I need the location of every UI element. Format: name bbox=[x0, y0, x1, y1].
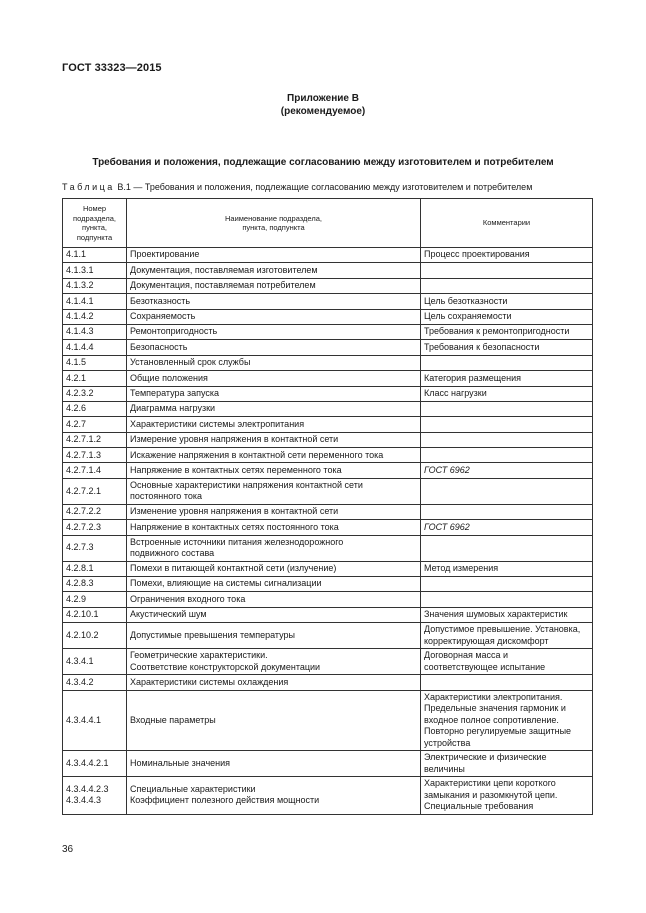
cell-text-line: Измерение уровня напряжения в контактной сети bbox=[130, 434, 339, 445]
cell-text-line: 4.2.7 bbox=[66, 418, 87, 429]
row-number-cell bbox=[63, 690, 127, 751]
row-name-cell bbox=[127, 278, 421, 293]
cell-text-line: Коэффициент полезного действия мощности bbox=[130, 795, 320, 806]
cell-text-line: 4.3.4.1 bbox=[66, 655, 94, 666]
table-header-row bbox=[63, 199, 593, 248]
column-header-line: Номер bbox=[82, 204, 107, 213]
cell-text-line: Требования к ремонтопригодности bbox=[424, 326, 570, 337]
row-number-cell bbox=[63, 561, 127, 576]
cell-text-line: 4.3.4.2 bbox=[66, 676, 94, 687]
cell-text-line: 4.2.9 bbox=[66, 593, 87, 604]
table-row bbox=[63, 324, 593, 339]
row-number-cell bbox=[63, 248, 127, 263]
row-comment-cell bbox=[421, 675, 593, 690]
column-header-line: пункта, подпункта bbox=[242, 223, 305, 232]
table-row bbox=[63, 340, 593, 355]
row-comment-cell bbox=[421, 561, 593, 576]
row-comment-cell bbox=[421, 607, 593, 622]
row-number-cell bbox=[63, 294, 127, 309]
row-name-cell bbox=[127, 520, 421, 535]
row-name-cell bbox=[127, 448, 421, 463]
table-row bbox=[63, 309, 593, 324]
standard-id: ГОСТ 33323—2015 bbox=[62, 62, 162, 74]
row-comment-cell bbox=[421, 448, 593, 463]
table-row bbox=[63, 623, 593, 649]
row-number-cell bbox=[63, 504, 127, 519]
cell-text-line: 4.2.7.2.1 bbox=[66, 485, 102, 496]
column-header-name bbox=[127, 199, 421, 248]
cell-text-line: Метод измерения bbox=[424, 563, 499, 574]
row-comment-cell bbox=[421, 278, 593, 293]
cell-text-line: 4.2.6 bbox=[66, 403, 87, 414]
cell-text-line: 4.1.4.2 bbox=[66, 311, 94, 321]
column-header-line: пункта, bbox=[82, 223, 107, 232]
row-number-cell bbox=[63, 520, 127, 535]
row-comment-cell bbox=[421, 355, 593, 370]
row-comment-cell bbox=[421, 690, 593, 751]
cell-text-line: 4.2.1 bbox=[66, 372, 87, 383]
cell-text-line: Ограничения входного тока bbox=[130, 593, 246, 604]
cell-text-line: Специальные характеристики bbox=[130, 783, 256, 794]
row-name-cell bbox=[127, 432, 421, 447]
row-name-cell bbox=[127, 324, 421, 339]
table-row bbox=[63, 386, 593, 401]
cell-text-line: Номинальные значения bbox=[130, 757, 231, 768]
cell-text-line: Документация, поставляемая изготовителем bbox=[130, 264, 318, 275]
row-name-cell bbox=[127, 577, 421, 592]
cell-text-line: 4.3.4.4.2.1 bbox=[66, 757, 109, 768]
page-number: 36 bbox=[62, 844, 74, 855]
cell-text-line: Предельные значения гармоник и bbox=[424, 703, 566, 714]
cell-text-line: 4.2.8.3 bbox=[66, 578, 94, 589]
table-row bbox=[63, 248, 593, 263]
table-row bbox=[63, 463, 593, 478]
row-number-cell bbox=[63, 623, 127, 649]
cell-text-line: Напряжение в контактных сетях постоянного тока bbox=[130, 521, 339, 532]
table-row bbox=[63, 649, 593, 675]
row-comment-cell bbox=[421, 751, 593, 777]
row-comment-cell bbox=[421, 401, 593, 416]
row-comment-cell bbox=[421, 463, 593, 478]
row-name-cell bbox=[127, 463, 421, 478]
cell-text-line: подвижного состава bbox=[130, 548, 215, 559]
table-row bbox=[63, 355, 593, 370]
row-comment-cell bbox=[421, 535, 593, 561]
table-row bbox=[63, 417, 593, 432]
cell-text-line: 4.1.4.1 bbox=[66, 295, 94, 306]
cell-text-line: замыкания и разомкнутой цепи. bbox=[424, 789, 558, 800]
table-caption-text: Требования и положения, подлежащие согласованию между изготовителем и потребителем bbox=[144, 182, 533, 192]
row-name-cell bbox=[127, 371, 421, 386]
cell-text-line: 4.2.7.2.2 bbox=[66, 506, 102, 517]
cell-text-line: Характеристики электропитания. bbox=[424, 691, 563, 702]
table-header bbox=[63, 199, 593, 248]
column-header-number bbox=[63, 199, 127, 248]
cell-text-line: Характеристики цепи короткого bbox=[424, 778, 556, 789]
cell-text-line: величины bbox=[424, 763, 465, 774]
row-name-cell bbox=[127, 309, 421, 324]
cell-text-line: 4.2.8.1 bbox=[66, 563, 94, 574]
cell-text-line: Допустимое превышение. Установка, bbox=[424, 624, 581, 635]
cell-text-line: 4.1.1 bbox=[66, 249, 87, 260]
row-number-cell bbox=[63, 463, 127, 478]
table-row bbox=[63, 561, 593, 576]
table-row bbox=[63, 448, 593, 463]
row-number-cell bbox=[63, 535, 127, 561]
cell-text-line: Проектирование bbox=[130, 249, 200, 260]
cell-text-line: входное полное сопротивление. bbox=[424, 714, 559, 725]
cell-text-line: 4.2.10.1 bbox=[66, 609, 99, 620]
row-number-cell bbox=[63, 432, 127, 447]
table-caption-prefix: Таблица bbox=[62, 182, 115, 192]
table-row bbox=[63, 371, 593, 386]
row-number-cell bbox=[63, 777, 127, 815]
cell-text-line: 4.3.4.4.1 bbox=[66, 714, 102, 725]
table-row bbox=[63, 278, 593, 293]
row-number-cell bbox=[63, 675, 127, 690]
row-name-cell bbox=[127, 294, 421, 309]
table-row bbox=[63, 577, 593, 592]
column-header-line: подпункта bbox=[76, 232, 113, 242]
row-comment-cell bbox=[421, 649, 593, 675]
row-number-cell bbox=[63, 417, 127, 432]
row-number-cell bbox=[63, 340, 127, 355]
cell-text-line: Безотказность bbox=[130, 295, 191, 306]
row-name-cell bbox=[127, 751, 421, 777]
column-header-line: подраздела, bbox=[73, 213, 116, 223]
cell-text-line: 4.2.7.1.3 bbox=[66, 449, 102, 460]
table-caption-number: В.1 — bbox=[117, 182, 143, 192]
cell-text-line: устройства bbox=[424, 737, 471, 748]
row-number-cell bbox=[63, 278, 127, 293]
row-comment-cell bbox=[421, 309, 593, 324]
row-number-cell bbox=[63, 478, 127, 504]
cell-text-line: Категория размещения bbox=[424, 372, 521, 383]
table-body bbox=[63, 248, 593, 815]
row-name-cell bbox=[127, 535, 421, 561]
row-number-cell bbox=[63, 649, 127, 675]
row-comment-cell bbox=[421, 577, 593, 592]
row-comment-cell bbox=[421, 592, 593, 607]
cell-text-line: Диаграмма нагрузки bbox=[130, 403, 216, 414]
row-name-cell bbox=[127, 561, 421, 576]
row-name-cell bbox=[127, 623, 421, 649]
appendix-heading bbox=[0, 92, 646, 118]
cell-text-line: Помехи в питающей контактной сети (излучение) bbox=[130, 563, 337, 574]
cell-text-line: Класс нагрузки bbox=[424, 387, 487, 398]
row-number-cell bbox=[63, 607, 127, 622]
row-name-cell bbox=[127, 417, 421, 432]
row-name-cell bbox=[127, 248, 421, 263]
table-row bbox=[63, 690, 593, 751]
cell-text-line: Помехи, влияющие на системы сигнализации bbox=[130, 578, 322, 589]
table-row bbox=[63, 263, 593, 278]
row-comment-cell bbox=[421, 478, 593, 504]
row-comment-cell bbox=[421, 417, 593, 432]
row-number-cell bbox=[63, 309, 127, 324]
cell-text-line: Повторно регулируемые защитные bbox=[424, 726, 572, 737]
table-row bbox=[63, 607, 593, 622]
table-row bbox=[63, 504, 593, 519]
cell-text-line: Установленный срок службы bbox=[130, 357, 251, 368]
cell-text-line: Геометрические характеристики. bbox=[130, 650, 268, 661]
cell-text-line: корректирующая дискомфорт bbox=[424, 635, 549, 646]
row-comment-cell bbox=[421, 263, 593, 278]
row-number-cell bbox=[63, 751, 127, 777]
cell-text-line: 4.2.7.1.2 bbox=[66, 434, 102, 445]
row-name-cell bbox=[127, 355, 421, 370]
row-number-cell bbox=[63, 263, 127, 278]
cell-text-line: Температура запуска bbox=[130, 387, 220, 398]
cell-text-line: Электрические и физические bbox=[424, 752, 547, 763]
cell-text-line: Значения шумовых характеристик bbox=[424, 609, 568, 620]
cell-text-line: ГОСТ 6962 bbox=[424, 464, 470, 475]
row-comment-cell bbox=[421, 777, 593, 815]
row-name-cell bbox=[127, 675, 421, 690]
cell-text-line: 4.1.4.4 bbox=[66, 341, 94, 352]
cell-text-line: Характеристики системы электропитания bbox=[130, 418, 305, 429]
row-number-cell bbox=[63, 371, 127, 386]
cell-text-line: Напряжение в контактных сетях переменного тока bbox=[130, 464, 342, 475]
row-comment-cell bbox=[421, 386, 593, 401]
row-comment-cell bbox=[421, 340, 593, 355]
cell-text-line: Встроенные источники питания железнодорожного bbox=[130, 536, 344, 547]
row-comment-cell bbox=[421, 371, 593, 386]
appendix-title: Приложение В bbox=[287, 93, 359, 104]
cell-text-line: 4.1.5 bbox=[66, 357, 87, 368]
cell-text-line: Ремонтопригодность bbox=[130, 326, 218, 337]
cell-text-line: 4.2.7.2.3 bbox=[66, 521, 102, 532]
cell-text-line: 4.3.4.4.3 bbox=[66, 795, 102, 806]
table-row bbox=[63, 478, 593, 504]
table-row bbox=[63, 535, 593, 561]
column-header-line: Комментарии bbox=[482, 218, 531, 228]
row-number-cell bbox=[63, 448, 127, 463]
cell-text-line: Документация, поставляемая потребителем bbox=[130, 280, 316, 291]
cell-text-line: Основные характеристики напряжения контактной сети bbox=[130, 479, 363, 490]
section-title: Требования и положения, подлежащие согласованию между изготовителем и потребителем bbox=[92, 157, 554, 168]
cell-text-line: 4.1.3.1 bbox=[66, 264, 94, 275]
cell-text-line: Соответствие конструкторской документации bbox=[130, 661, 321, 672]
cell-text-line: 4.1.4.3 bbox=[66, 326, 94, 337]
cell-text-line: постоянного тока bbox=[130, 491, 202, 502]
table-row bbox=[63, 592, 593, 607]
column-header-line: Наименование подраздела, bbox=[225, 213, 322, 223]
row-number-cell bbox=[63, 401, 127, 416]
cell-text-line: Сохраняемость bbox=[130, 311, 196, 321]
cell-text-line: Допустимые превышения температуры bbox=[130, 629, 296, 640]
cell-text-line: 4.2.3.2 bbox=[66, 387, 94, 398]
cell-text-line: Общие положения bbox=[130, 372, 208, 383]
row-name-cell bbox=[127, 478, 421, 504]
row-name-cell bbox=[127, 401, 421, 416]
requirements-table bbox=[62, 198, 593, 815]
row-name-cell bbox=[127, 263, 421, 278]
cell-text-line: 4.3.4.4.2.3 bbox=[66, 783, 109, 794]
cell-text-line: 4.2.7.3 bbox=[66, 542, 94, 553]
row-number-cell bbox=[63, 577, 127, 592]
table-row bbox=[63, 401, 593, 416]
row-comment-cell bbox=[421, 504, 593, 519]
row-number-cell bbox=[63, 324, 127, 339]
cell-text-line: Договорная масса и bbox=[424, 650, 509, 661]
row-number-cell bbox=[63, 355, 127, 370]
cell-text-line: Входные параметры bbox=[130, 714, 216, 725]
cell-text-line: 4.2.10.2 bbox=[66, 629, 99, 640]
row-comment-cell bbox=[421, 324, 593, 339]
row-name-cell bbox=[127, 386, 421, 401]
cell-text-line: Искажение напряжения в контактной сети переменного тока bbox=[130, 449, 384, 460]
row-name-cell bbox=[127, 777, 421, 815]
table-row bbox=[63, 432, 593, 447]
cell-text-line: Цель сохраняемости bbox=[424, 311, 512, 321]
table-row bbox=[63, 777, 593, 815]
cell-text-line: Процесс проектирования bbox=[424, 249, 530, 260]
row-name-cell bbox=[127, 649, 421, 675]
row-number-cell bbox=[63, 592, 127, 607]
table-row bbox=[63, 675, 593, 690]
cell-text-line: Специальные требования bbox=[424, 801, 534, 812]
row-name-cell bbox=[127, 340, 421, 355]
cell-text-line: Требования к безопасности bbox=[424, 341, 540, 352]
row-comment-cell bbox=[421, 294, 593, 309]
row-name-cell bbox=[127, 592, 421, 607]
appendix-subtitle: (рекомендуемое) bbox=[280, 106, 366, 117]
row-name-cell bbox=[127, 607, 421, 622]
cell-text-line: соответствующее испытание bbox=[424, 661, 546, 672]
cell-text-line: Цель безотказности bbox=[424, 295, 508, 306]
row-comment-cell bbox=[421, 432, 593, 447]
cell-text-line: 4.1.3.2 bbox=[66, 280, 94, 291]
cell-text-line: ГОСТ 6962 bbox=[424, 521, 470, 532]
cell-text-line: 4.2.7.1.4 bbox=[66, 464, 102, 475]
table-caption bbox=[62, 182, 532, 192]
cell-text-line: Безопасность bbox=[130, 341, 188, 352]
table-row bbox=[63, 520, 593, 535]
row-comment-cell bbox=[421, 520, 593, 535]
cell-text-line: Характеристики системы охлаждения bbox=[130, 676, 289, 687]
table-row bbox=[63, 751, 593, 777]
cell-text-line: Изменение уровня напряжения в контактной сети bbox=[130, 506, 339, 517]
cell-text-line: Акустический шум bbox=[130, 609, 207, 620]
column-header-comment bbox=[421, 199, 593, 248]
row-number-cell bbox=[63, 386, 127, 401]
row-name-cell bbox=[127, 690, 421, 751]
row-comment-cell bbox=[421, 623, 593, 649]
table-row bbox=[63, 294, 593, 309]
row-name-cell bbox=[127, 504, 421, 519]
row-comment-cell bbox=[421, 248, 593, 263]
